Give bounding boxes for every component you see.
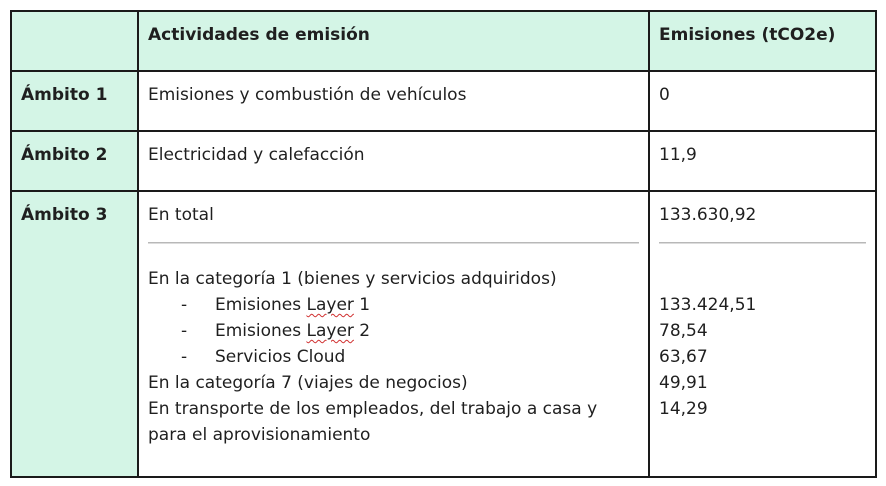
scope1-label-cell [11, 71, 138, 131]
scope3-activity-divider [148, 242, 639, 244]
spellcheck-word: Layer [306, 295, 354, 315]
sub-item-cloud [148, 344, 639, 370]
header-activities: Actividades de emisión [148, 25, 370, 45]
scope1-activity: Emisiones y combustión de vehículos [148, 85, 467, 105]
scope3-label: Ámbito 3 [21, 205, 108, 225]
dash-bullet: - [181, 295, 188, 315]
sub-item-suffix: 2 [353, 321, 371, 341]
layer2-value: 78,54 [659, 321, 708, 341]
emissions-table [10, 10, 877, 478]
spellcheck-word: Layer [306, 321, 354, 341]
layer1-value: 133.424,51 [659, 295, 757, 315]
header-emissions-cell [649, 11, 876, 71]
header-activities-cell [138, 11, 649, 71]
category7-label: En la categoría 7 (viajes de negocios) [148, 373, 468, 393]
dash-bullet: - [181, 321, 188, 341]
sub-item-layer1 [148, 292, 639, 318]
sub-item-layer2 [148, 318, 639, 344]
scope3-total-value: 133.630,92 [659, 205, 757, 225]
commute-value: 14,29 [659, 399, 708, 419]
scope3-row [11, 191, 876, 477]
header-row [11, 11, 876, 71]
scope1-row [11, 71, 876, 131]
sub-item-text: Servicios Cloud [215, 347, 346, 367]
scope2-activity: Electricidad y calefacción [148, 145, 365, 165]
sub-item-text: Emisiones [215, 295, 307, 315]
header-emissions: Emisiones (tCO2e) [659, 25, 836, 45]
scope2-row [11, 131, 876, 191]
scope2-label: Ámbito 2 [21, 145, 108, 165]
scope1-activity-cell [138, 71, 649, 131]
sub-item-suffix: 1 [353, 295, 371, 315]
scope3-activity-cell [138, 191, 649, 477]
scope2-value: 11,9 [659, 145, 697, 165]
header-empty-cell [11, 11, 138, 71]
dash-bullet: - [181, 347, 188, 367]
commute-label: En transporte de los empleados, del trabajo a casa y para el aprovisionamiento [148, 399, 598, 445]
scope3-value-divider [659, 242, 866, 244]
sub-item-text: Emisiones [215, 321, 307, 341]
scope1-label: Ámbito 1 [21, 85, 108, 105]
scope1-value-cell [649, 71, 876, 131]
scope3-value-cell [649, 191, 876, 477]
scope2-value-cell [649, 131, 876, 191]
cloud-value: 63,67 [659, 347, 708, 367]
category1-label: En la categoría 1 (bienes y servicios adquiridos) [148, 269, 557, 289]
scope1-value: 0 [659, 85, 670, 105]
category7-value: 49,91 [659, 373, 708, 393]
scope2-activity-cell [138, 131, 649, 191]
scope3-total-label: En total [148, 205, 214, 225]
scope2-label-cell [11, 131, 138, 191]
scope3-label-cell [11, 191, 138, 477]
